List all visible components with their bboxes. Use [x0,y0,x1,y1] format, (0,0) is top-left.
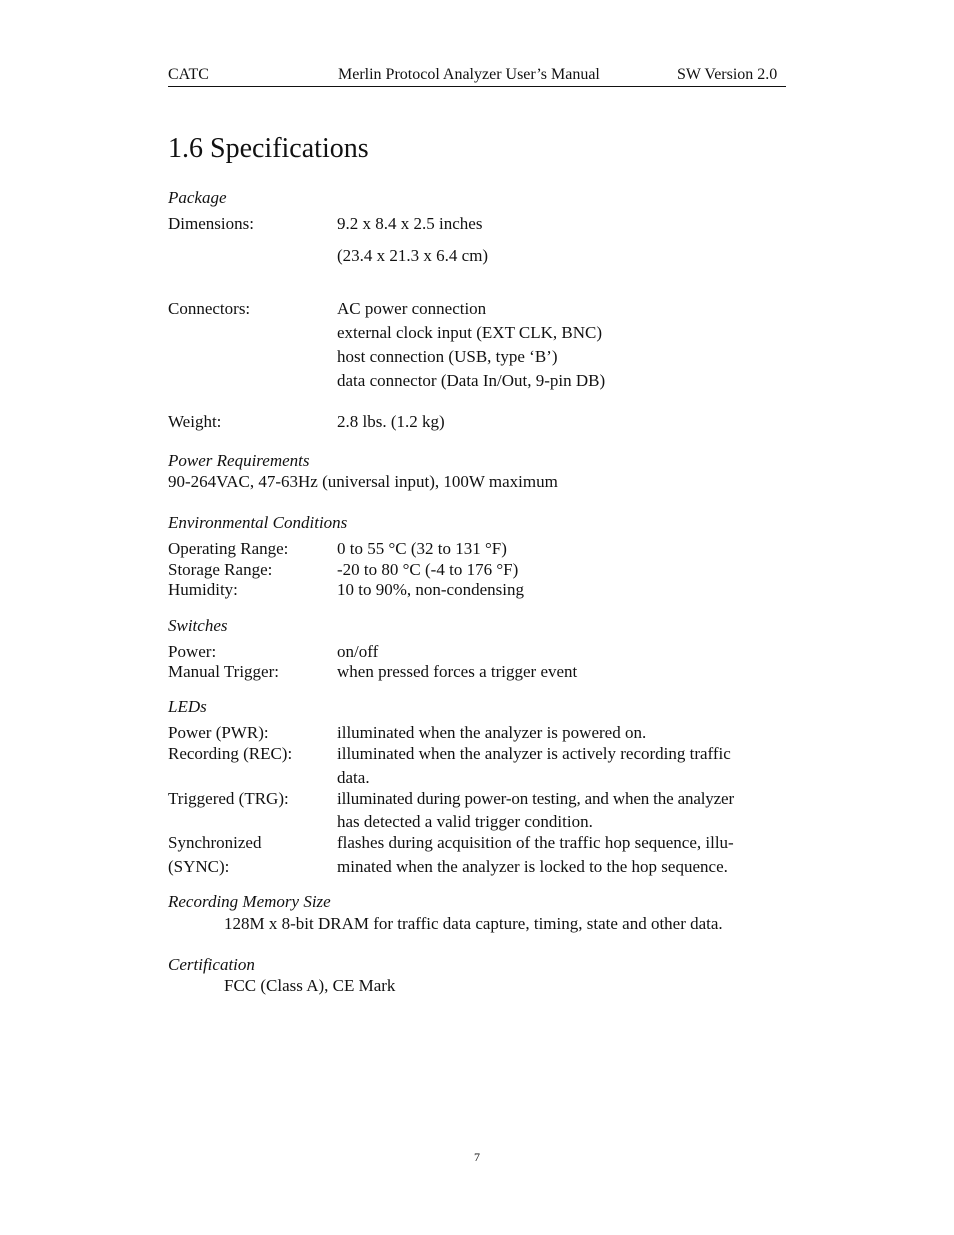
connector-item: AC power connection [337,299,487,318]
env-value: 0 to 55 °C (32 to 131 °F) [337,539,507,558]
led-label: Synchronized [168,833,262,852]
env-value: 10 to 90%, non-condensing [337,580,524,599]
package-heading: Package [168,188,227,207]
switches-heading: Switches [168,616,228,635]
switch-value: on/off [337,642,379,661]
switch-label: Manual Trigger: [168,662,279,681]
led-value: data. [337,768,370,787]
weight-value: 2.8 lbs. (1.2 kg) [337,412,445,431]
led-label: (SYNC): [168,857,230,876]
section-title: 1.6 Specifications [168,133,369,164]
dimensions-inches: 9.2 x 8.4 x 2.5 inches [337,214,483,233]
connectors-label: Connectors: [168,299,251,318]
leds-heading: LEDs [168,697,207,716]
certification-text: FCC (Class A), CE Mark [224,976,396,995]
header-rule [168,86,786,87]
led-label: Triggered (TRG): [168,789,289,808]
led-value: has detected a valid trigger condition. [337,812,593,831]
led-label: Power (PWR): [168,723,269,742]
connector-item: host connection (USB, type ‘B’) [337,347,558,366]
led-value: illuminated when the analyzer is powered on. [337,723,647,742]
certification-heading: Certification [168,955,255,974]
led-value: illuminated when the analyzer is actively recording traffic [337,744,731,763]
led-label: Recording (REC): [168,744,293,763]
led-value: minated when the analyzer is locked to the hop sequence. [337,857,728,876]
power-heading: Power Requirements [168,451,310,470]
header-version: SW Version 2.0 [677,66,778,83]
memory-text: 128M x 8-bit DRAM for traffic data capture, timing, state and other data. [224,914,723,933]
header-title: Merlin Protocol Analyzer User’s Manual [338,66,600,83]
env-label: Storage Range: [168,560,273,579]
led-value: illuminated during power-on testing, and when the analyzer [337,789,734,808]
dimensions-label: Dimensions: [168,214,254,233]
header-left: CATC [168,66,209,83]
connector-item: data connector (Data In/Out, 9-pin DB) [337,371,606,390]
env-label: Humidity: [168,580,238,599]
environment-heading: Environmental Conditions [168,513,348,532]
weight-label: Weight: [168,412,222,431]
env-label: Operating Range: [168,539,289,558]
switch-value: when pressed forces a trigger event [337,662,578,681]
connector-item: external clock input (EXT CLK, BNC) [337,323,603,342]
switch-label: Power: [168,642,217,661]
power-text: 90-264VAC, 47-63Hz (universal input), 100W maximum [168,472,558,491]
page-number: 7 [474,1150,480,1164]
dimensions-cm: (23.4 x 21.3 x 6.4 cm) [337,246,489,265]
led-value: flashes during acquisition of the traffic hop sequence, illu- [337,833,734,852]
env-value: -20 to 80 °C (-4 to 176 °F) [337,560,519,579]
memory-heading: Recording Memory Size [168,892,331,911]
